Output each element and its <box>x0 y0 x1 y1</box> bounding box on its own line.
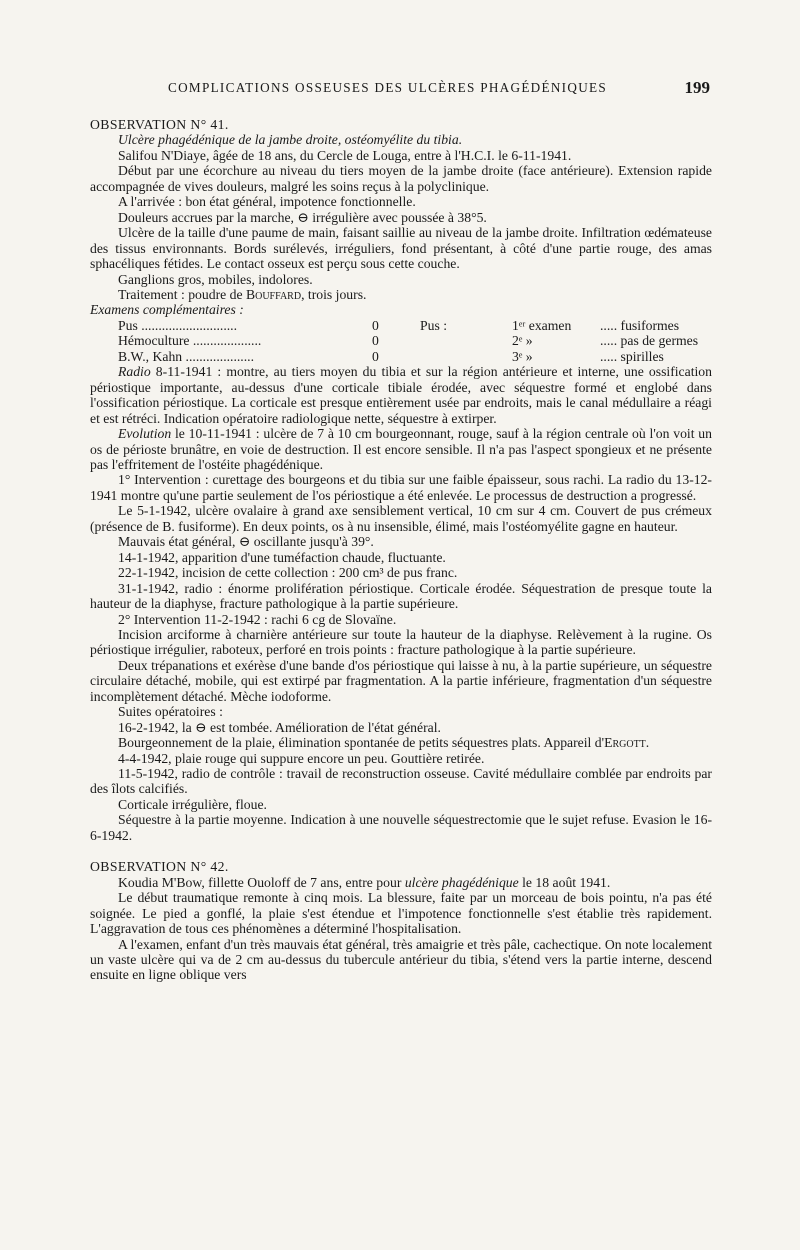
page-header <box>90 78 710 98</box>
paragraph: 4-4-1942, plaie rouge qui suppure encore un peu. Gouttière retirée. <box>118 750 485 766</box>
paragraph: Ganglions gros, mobiles, indolores. <box>118 271 313 287</box>
paragraph: Séquestre à la partie moyenne. Indication à une nouvelle séquestrectomie que le sujet refuse. Evasion le 16-6-1942. <box>90 812 712 843</box>
paragraph: Le début traumatique remonte à cinq mois. La blessure, faite par un morceau de bois pointu, n'a pas été soignée. Le pied a gonflé, la plaie s'est étendue et l'impotence fonctionnelle s'est établie très rapidement. L'aggravation de tous ces phénomènes a déterminé l'hospitalisation. <box>90 890 712 937</box>
paragraph: 16-2-1942, la ⊖ est tombée. Amélioration de l'état général. <box>118 719 441 735</box>
evolution-text: le 10-11-1941 : ulcère de 7 à 10 cm bourgeonnant, rouge, sauf à la région centrale où l'on voit un os de périoste brunâtre, en voie de destruction. Il est encore sensible. Il n'a pas l'aspect spongieux et ne présente pas l'effritement de l'ostéite phagédénique. <box>90 426 712 472</box>
paragraph: Douleurs accrues par la marche, ⊖ irrégulière avec poussée à 38°5. <box>118 209 487 225</box>
observation-42-title: OBSERVATION N° 42. <box>90 859 229 875</box>
exam-number: 1ᵉʳ examen <box>512 317 572 333</box>
paragraph-radio <box>90 364 712 426</box>
paragraph: Corticale irrégulière, floue. <box>118 796 267 812</box>
exam-result: ..... fusiformes <box>600 317 680 333</box>
exam-value: 0 <box>372 348 379 364</box>
running-title: COMPLICATIONS OSSEUSES DES ULCÈRES PHAGÉDÉNIQUES <box>168 80 608 95</box>
treatment-prefix: Traitement : poudre de <box>118 286 246 302</box>
page-body <box>90 117 712 983</box>
paragraph: A l'examen, enfant d'un très mauvais état général, très amaigrie et très pâle, cachectique. On note localement un vaste ulcère qui va de 2 cm au-dessus du tubercule antérieur du tibia, s'étend vers la partie interne, descend ensuite en ligne oblique vers <box>90 936 713 983</box>
paragraph: A l'arrivée : bon état général, impotence fonctionnelle. <box>118 194 416 210</box>
paragraph-bourgeonnement <box>90 735 712 750</box>
observation-41-subtitle: Ulcère phagédénique de la jambe droite, ostéomyélite du tibia. <box>118 132 463 148</box>
exam-number: 2ᵉ » <box>512 333 533 349</box>
paragraph: 1° Intervention : curettage des bourgeons et du tibia sur une faible épaisseur, sous rachi. La radio du 13-12-1941 montre qu'une partie seulement de l'os périostique a été enlevée. Le processus de destruction a progressé. <box>90 472 712 503</box>
radio-label: Radio <box>118 364 151 380</box>
admission-suffix: le 18 août 1941. <box>518 874 611 890</box>
exams-heading: Examens complémentaires : <box>90 302 244 318</box>
paragraph-evolution <box>90 426 712 472</box>
exam-pus-label <box>420 333 512 348</box>
exam-name: Hémoculture .................... <box>118 333 262 349</box>
exam-result: ..... pas de germes <box>600 333 699 349</box>
evolution-label: Evolution <box>118 426 172 442</box>
exams-table <box>90 318 712 364</box>
exam-pus-label <box>420 349 512 364</box>
paragraph: 31-1-1942, radio : énorme prolifération périostique. Corticale érodée. Séquestration de presque toute la hauteur de la diaphyse, fracture pathologique à la partie supérieure. <box>90 580 712 612</box>
exam-value: 0 <box>372 333 379 349</box>
admission-prefix: Koudia M'Bow, fillette Ouoloff de 7 ans, entre pour <box>118 874 405 890</box>
paragraph: 14-1-1942, apparition d'une tuméfaction chaude, fluctuante. <box>118 549 446 565</box>
paragraph: 2° Intervention 11-2-1942 : rachi 6 cg de Slovaïne. <box>118 611 397 627</box>
paragraph: Le 5-1-1942, ulcère ovalaire à grand axe sensiblement vertical, 10 cm sur 4 cm. Couvert de pus crémeux (présence de B. fusiforme). En deux points, os à nu insensible, élimé, mais l'ostéomyélite gagne en hauteur. <box>90 503 712 534</box>
paragraph: Mauvais état général, ⊖ oscillante jusqu'à 39°. <box>118 534 374 550</box>
exam-name: B.W., Kahn .................... <box>118 348 254 364</box>
exam-value: 0 <box>372 317 379 333</box>
page-number: 199 <box>684 78 710 97</box>
paragraph: Début par une écorchure au niveau du tiers moyen de la jambe droite (face antérieure). Extension rapide accompagnée de vives douleurs, malgré les soins reçus à la polyclinique. <box>90 163 712 194</box>
bourgeonnement-prefix: Bourgeonnement de la plaie, élimination spontanée de petits séquestres plats. Appareil d' <box>118 735 605 751</box>
paragraph: 11-5-1942, radio de contrôle : travail de reconstruction osseuse. Cavité médullaire comblée par endroits par des îlots calcifiés. <box>90 766 712 797</box>
paragraph: Incision arciforme à charnière antérieure sur toute la hauteur de la diaphyse. Relèvement à la rugine. Os périostique irrégulier, raboteux, perforé en trois points : fracture pathologique à la partie supérieure. <box>90 626 712 658</box>
observation-41-title: OBSERVATION N° 41. <box>90 117 229 132</box>
radio-text: 8-11-1941 : montre, au tiers moyen du tibia et sur la région antérieure et interne, une ossification périostique importante, au-dessus d'une corticale tibiale érodée, avec séquestre formé et englobé dans l'ossification périostique. La corticale est presque entièrement usée par endroits, mais le canal médullaire a réagi et est rétréci. Indication opératoire radiologique nette, séquestre à extirper. <box>90 364 712 426</box>
paragraph: Ulcère de la taille d'une paume de main, faisant saillie au niveau de la jambe droite. Infiltration œdémateuse des tissus environnants. Bords surélevés, irréguliers, fond présentant, à côté d'une partie rouge, des amas sphacéliques fétides. Le contact osseux est perçu sous cette couche. <box>90 225 712 272</box>
exam-result: ..... spirilles <box>600 348 664 364</box>
section-gap <box>90 843 712 859</box>
author-name: Bouffard <box>245 286 302 302</box>
diagnosis: ulcère phagédénique <box>404 874 519 890</box>
paragraph: Deux trépanations et exérèse d'une bande d'os périostique qui laisse à nu, à la partie supérieure, un séquestre circulaire détaché, mobile, qui est extirpé par fragmentation. A la partie inférieure, fragmentation d'un séquestre incomplètement détaché. Mèche iodoforme. <box>90 657 712 704</box>
bourgeonnement-suffix: . <box>645 735 650 751</box>
paragraph-admission <box>90 875 712 890</box>
exam-name: Pus ............................ <box>118 317 238 333</box>
author-name: Ergott <box>604 735 646 751</box>
exam-pus-label: Pus : <box>420 317 448 333</box>
paragraph: Salifou N'Diaye, âgée de 18 ans, du Cercle de Louga, entre à l'H.C.I. le 6-11-1941. <box>118 147 572 163</box>
exam-number: 3ᵉ » <box>512 348 533 364</box>
treatment-suffix: , trois jours. <box>301 286 367 302</box>
paragraph: Suites opératoires : <box>118 704 223 720</box>
paragraph-treatment <box>90 287 712 302</box>
paragraph: 22-1-1942, incision de cette collection : 200 cm³ de pus franc. <box>118 565 458 581</box>
